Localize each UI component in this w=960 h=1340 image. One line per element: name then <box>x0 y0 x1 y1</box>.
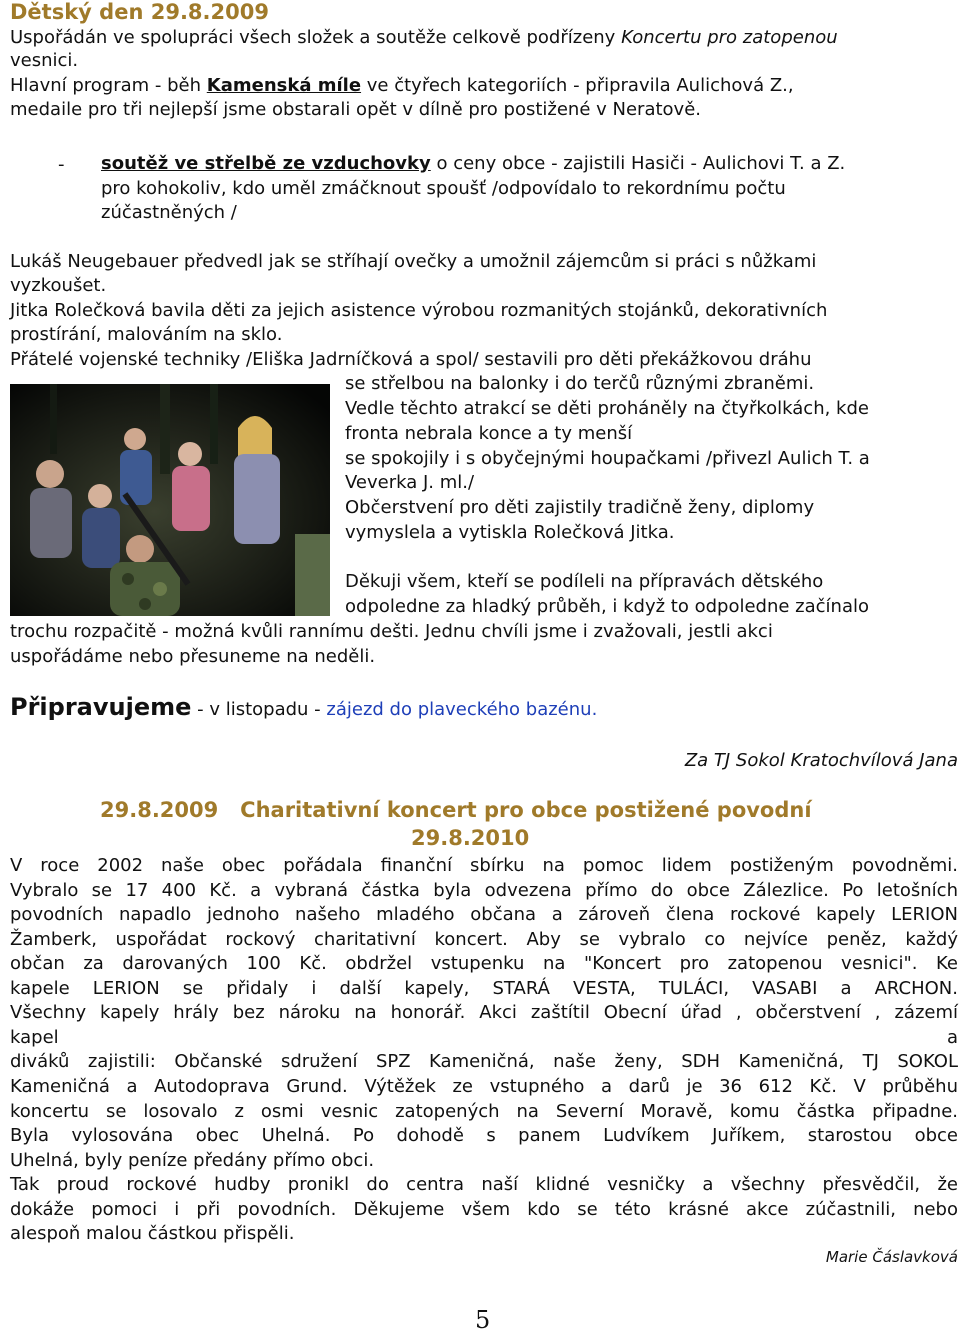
thanks-line-3: trochu rozpačitě - možná kvůli rannímu dešti. Jednu chvíli jsme i zvažovali, jestli akci <box>10 621 773 642</box>
concert-line: Tak proud rockové hudby pronikl do centra naší klidné vesničky a všechny přesvědčil, že <box>10 1174 958 1196</box>
concert-line: Všechny kapely hrály bez nároku na honorář. Akci zaštítil Obecní úřad , občerstvení , zázemí <box>10 1002 958 1024</box>
concert-line: Byla vylosována obec Uhelná. Po dohodě s panem Ludvíkem Juříkem, starostou obce <box>10 1125 958 1147</box>
sheep-line-1: Lukáš Neugebauer předvedl jak se stříhají ovečky a umožnil zájemcům si práci s nůžkami <box>10 251 817 272</box>
concert-line: občan za darovaných 100 Kč. obdržel vstupenku na "Koncert pro zatopenou vesnici". Ke <box>10 953 958 975</box>
quads-line-2: fronta nebrala konce a ty menší <box>345 423 633 444</box>
intro-concert-name: Koncertu pro zatopenou <box>621 27 838 48</box>
shooting-line-1 <box>101 153 845 174</box>
military-line-2: se střelbou na balonky i do terčů různými zbraněmi. <box>345 373 815 394</box>
preparing-mid: - v listopadu - <box>191 699 327 720</box>
shooting-rest: o ceny obce - zajistili Hasiči - Aulichovi T. a Z. <box>430 153 846 174</box>
shooting-title: soutěž ve střelbě ze vzduchovky <box>101 153 431 174</box>
intro-line-2: vesnici. <box>10 50 79 71</box>
concert-line: V roce 2002 naše obec pořádala finanční sbírku na pomoc lidem postiženým povodněmi. <box>10 855 958 876</box>
concert-line-start: kapel <box>10 1026 59 1048</box>
refreshments-line-1: Občerstvení pro děti zajistily tradičně ženy, diplomy <box>345 497 815 518</box>
run-event-name: Kamenská míle <box>206 75 362 96</box>
shooting-line-2: pro kohokoliv, kdo uměl zmáčknout spoušť /odpovídalo to rekordnímu počtu <box>101 178 786 199</box>
preparing-heading: Připravujeme <box>10 693 192 721</box>
concert-line: koncertu se losovalo z osmi vesnic zatopených na Severní Moravě, komu částka připadne. <box>10 1100 958 1122</box>
concert-line: Kameničná a Autodoprava Grund. Výtěžek ze vstupného a darů je 36 612 Kč. V průběhu <box>10 1075 958 1097</box>
concert-line: Žamberk, uspořádat rockový charitativní koncert. Aby se vybralo co nejvíce peněz, každý <box>10 928 958 950</box>
preparing-trip: zájezd do plaveckého bazénu. <box>326 699 598 720</box>
run-prefix: Hlavní program - běh <box>10 75 207 96</box>
run-line <box>10 75 794 96</box>
concert-line: povodních napadlo jednoho našeho mladého občana a zároveň člena rockové kapely LERION <box>10 904 958 926</box>
shooting-line-3: zúčastněných / <box>101 202 237 223</box>
concert-line: dokáže pomoci i při povodních. Děkujeme všem kdo se této krásné akce zúčastnili, nebo <box>10 1198 958 1220</box>
children-photo <box>10 384 330 616</box>
concert-line <box>10 1027 958 1048</box>
concert-line: Uhelná, byly peníze předány přímo obci. <box>10 1149 375 1171</box>
jitka-line-2: prostírání, malováním na sklo. <box>10 324 283 345</box>
intro-text: Uspořádán ve spolupráci všech složek a soutěže celkově podřízeny <box>10 27 622 48</box>
preparing-line <box>10 693 597 721</box>
concert-line: alespoň malou částkou přispěli. <box>10 1223 295 1245</box>
refreshments-line-2: vymyslela a vytiskla Rolečková Jitka. <box>345 522 675 543</box>
thanks-line-2: odpoledne za hladký průběh, i když to odpoledne začínalo <box>345 596 869 617</box>
concert-line: diváků zajistili: Občanské sdružení SPZ Kameničná, naše ženy, SDH Kameničná, TJ SOKOL <box>10 1051 958 1073</box>
concert-line-end: a <box>946 1026 958 1048</box>
quads-line-4: Veverka J. ml./ <box>345 472 475 493</box>
jitka-line-1: Jitka Rolečková bavila děti za jejich asistence výrobou rozmanitých stojánků, dekorativních <box>10 300 828 321</box>
page-number: 5 <box>475 1306 491 1334</box>
military-line-1: Přátelé vojenské techniky /Eliška Jadrníčková a spol/ sestavili pro děti překážkovou dráhu <box>10 349 812 370</box>
concert-line: Vybralo se 17 400 Kč. a vybraná částka byla odvezena přímo do obce Zálezlice. Po letošních <box>10 879 958 901</box>
second-article-signature: Marie Čáslavková <box>825 1248 958 1266</box>
concert-title-line-2: 29.8.2010 <box>411 826 530 850</box>
article-title-childrens-day: Dětský den 29.8.2009 <box>10 0 269 24</box>
quads-line-3: se spokojily i s obyčejnými houpačkami /přivezl Aulich T. a <box>345 448 870 469</box>
thanks-line-1: Děkuji všem, kteří se podíleli na přípravách dětského <box>345 571 824 592</box>
thanks-line-4: uspořádáme nebo přesuneme na neděli. <box>10 646 376 667</box>
quads-line-1: Vedle těchto atrakcí se děti proháněly na čtyřkolkách, kde <box>345 398 869 419</box>
intro-line-1 <box>10 27 838 48</box>
run-suffix: ve čtyřech kategoriích - připravila Aulichová Z., <box>361 75 794 96</box>
bullet-dash: - <box>58 154 65 175</box>
sheep-line-2: vyzkoušet. <box>10 275 107 296</box>
children-photo-icon <box>10 384 330 616</box>
concert-title-line-1: 29.8.2009 Charitativní koncert pro obce postižené povodní <box>100 798 812 822</box>
concert-line: kapele LERION se přidaly i další kapely, STARÁ VESTA, TULÁCI, VASABI a ARCHON. <box>10 977 958 999</box>
medals-line: medaile pro tři nejlepší jsme obstarali opět v dílně pro postižené v Neratově. <box>10 99 701 120</box>
first-article-signature: Za TJ Sokol Kratochvílová Jana <box>684 750 958 771</box>
